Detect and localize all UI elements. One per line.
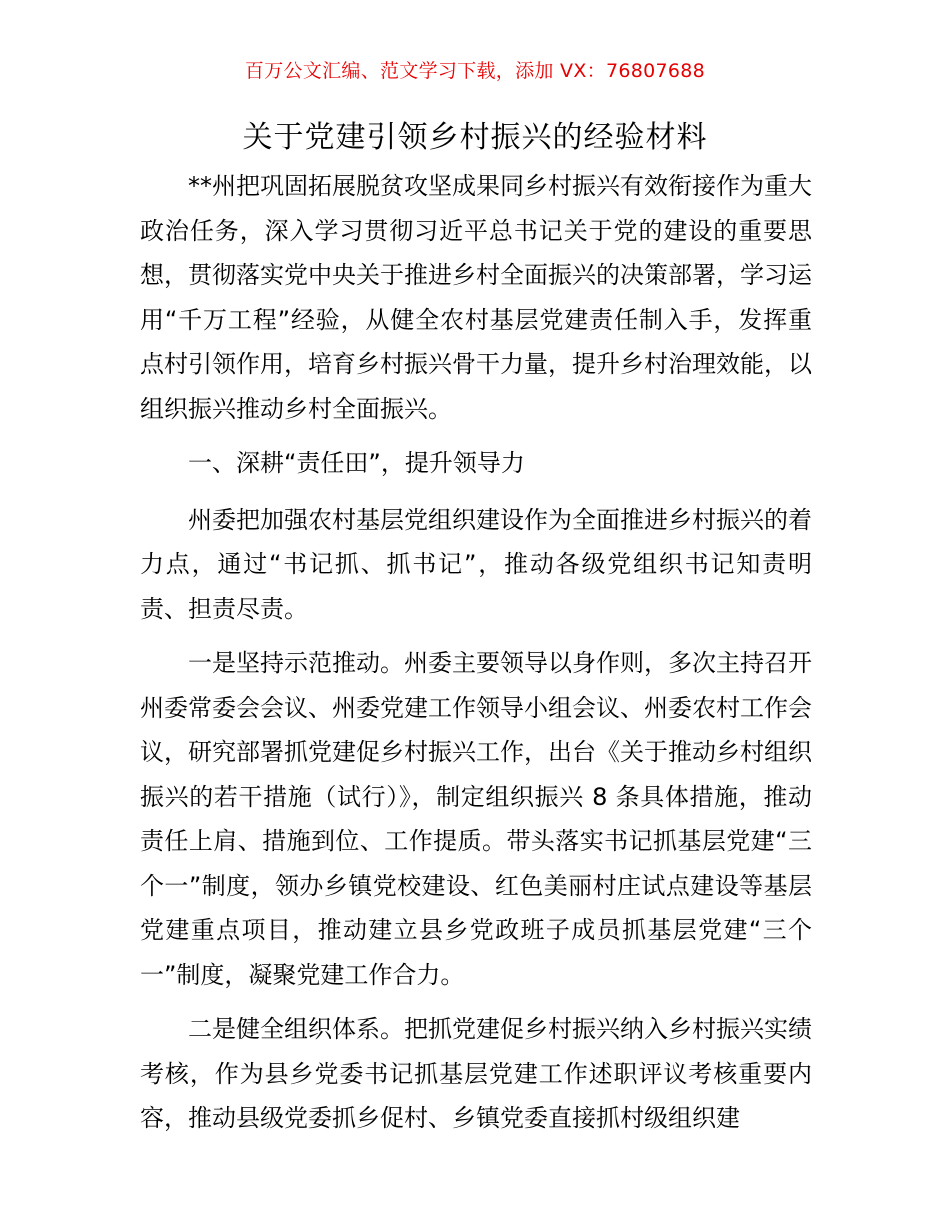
body-paragraph: 一是坚持示范推动。州委主要领导以身作则，多次主持召开州委常委会会议、州委党建工作领导小组会议、州委农村工作会议，研究部署抓党建促乡村振兴工作，出台《关于推动乡村组织振兴的若干措施（试行）》，制定组织振兴 8 条具体措施，推动责任上肩、措施到位、工作提质。带头落实书记抓基层党建“三个一”制度，领办乡镇党校建设、红色美丽村庄试点建设等基层党建重点项目，推动建立县乡党政班子成员抓基层党建“三个一”制度，凝聚党建工作合力。 bbox=[140, 649, 812, 989]
intro-paragraph: **州把巩固拓展脱贫攻坚成果同乡村振兴有效衔接作为重大政治任务，深入学习贯彻习近平总书记关于党的建设的重要思想，贯彻落实党中央关于推进乡村全面振兴的决策部署，学习运用“千万工程”经验，从健全农村基层党建责任制入手，发挥重点村引领作用，培育乡村振兴骨干力量，提升乡村治理效能，以组织振兴推动乡村全面振兴。 bbox=[140, 172, 812, 423]
body-paragraph: 州委把加强农村基层党组织建设作为全面推进乡村振兴的着力点，通过“书记抓、抓书记”，推动各级党组织书记知责明责、担责尽责。 bbox=[140, 505, 812, 623]
document-title: 关于党建引领乡村振兴的经验材料 bbox=[242, 120, 708, 155]
body-paragraph: 二是健全组织体系。把抓党建促乡村振兴纳入乡村振兴实绩考核，作为县乡党委书记抓基层党建工作述职评议考核重要内容，推动县级党委抓乡促村、乡镇党委直接抓村级组织建 bbox=[140, 1015, 812, 1132]
document-body bbox=[140, 164, 812, 1151]
header-watermark: 百万公文汇编、范文学习下载，添加 VX：76807688 bbox=[244, 60, 706, 82]
section-heading: 一、深耕“责任田”，提升领导力 bbox=[188, 449, 525, 477]
